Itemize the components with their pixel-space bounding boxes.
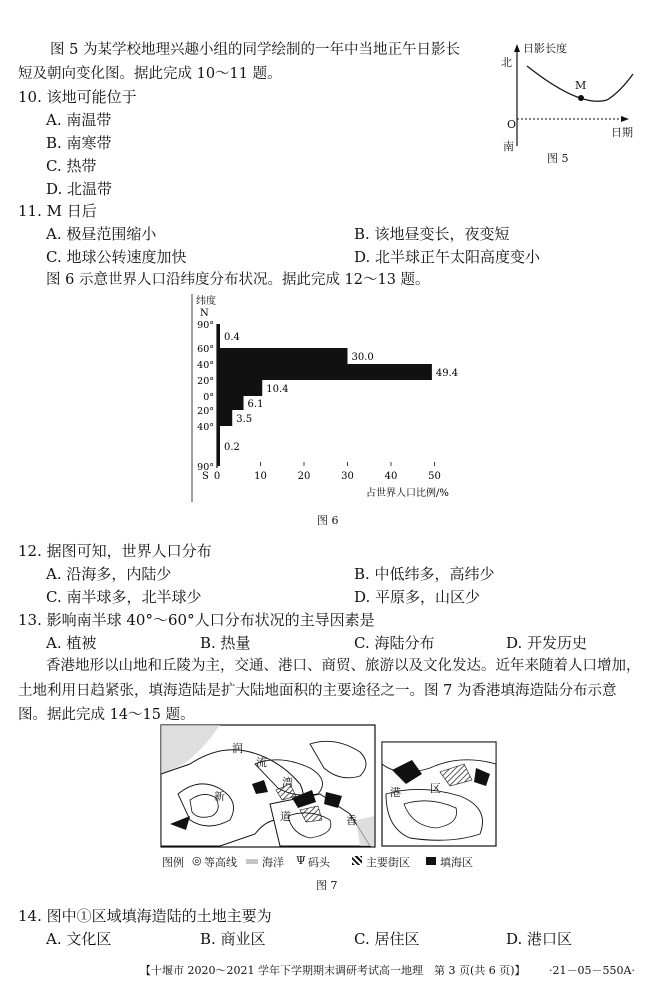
page-footer (140, 962, 635, 978)
y-tick-label: 60° (197, 344, 214, 355)
fig7-caption: 图 7 (316, 879, 338, 892)
q12-stem: 12. 据图可知，世界人口分布 (18, 542, 212, 560)
bar (217, 364, 432, 380)
fig5-north-label: 北 (501, 56, 512, 69)
bar-value-label: 3.5 (236, 414, 253, 425)
intro-5-line-2: 短及朝向变化图。据此完成 10～11 题。 (18, 66, 282, 82)
map-label-run: 润 (232, 742, 243, 755)
legend-ocean: 海洋 (262, 856, 284, 869)
x-axis-title: 占世界人口比例/% (366, 488, 449, 499)
bar (217, 324, 220, 348)
q14-option-c: C. 居住区 (354, 930, 420, 948)
map-label-liu: 流 (256, 756, 267, 769)
bar-value-label: 6.1 (247, 399, 264, 410)
figure-5 (495, 36, 640, 166)
map-label-wan: 湾 (282, 776, 293, 789)
figure-6 (180, 292, 480, 502)
q12-option-b: B. 中低纬多，高纬少 (354, 565, 495, 583)
reclaim-icon (426, 857, 436, 865)
q12-option-c: C. 南半球多，北半球少 (46, 588, 202, 606)
intro-7-line-1: 香港地形以山地和丘陵为主，交通、港口、商贸、旅游以及文化发达。近年来随着人口增加， (46, 658, 641, 674)
y-tick-label: 20° (197, 376, 214, 387)
fig5-caption: 图 5 (547, 152, 569, 165)
bar-value-label: 30.0 (351, 352, 374, 363)
street-icon (352, 856, 362, 865)
legend-reclaim: 填海区 (440, 856, 473, 869)
contour-icon: ◎ (192, 854, 202, 867)
bar-value-label: 10.4 (266, 384, 289, 395)
fig5-y-title: 日影长度 (523, 42, 567, 55)
bar-value-label: 49.4 (435, 368, 459, 379)
x-tick-label: 10 (254, 471, 267, 482)
q13-option-c: C. 海陆分布 (354, 634, 435, 652)
q13-option-b: B. 热量 (200, 634, 251, 652)
y-axis-south: S (202, 471, 209, 482)
intro-6: 图 6 示意世界人口沿纬度分布状况。据此完成 12～13 题。 (46, 272, 430, 288)
legend-contour: 等高线 (204, 856, 237, 869)
q14-option-d: D. 港口区 (506, 930, 573, 948)
bar (217, 410, 232, 426)
x-tick-label: 40 (384, 471, 398, 482)
bar (217, 396, 244, 410)
x-tick-label: 0 (213, 471, 221, 482)
x-tick-label: 50 (428, 471, 441, 482)
q11-option-a: A. 极昼范围缩小 (46, 225, 157, 243)
q11-option-d: D. 北半球正午太阳高度变小 (354, 248, 541, 266)
fig6-caption: 图 6 (317, 514, 339, 527)
y-axis-title: 纬度 (196, 296, 216, 307)
q11-option-b: B. 该地昼变长，夜变短 (354, 225, 510, 243)
fig5-m-label: M (575, 79, 587, 92)
map-label-gang: 港 (390, 786, 401, 799)
y-tick-label: 0° (203, 392, 214, 403)
bar (217, 348, 348, 364)
q10-option-b: B. 南寒带 (46, 134, 112, 152)
x-tick-label: 30 (341, 471, 354, 482)
q13-stem: 13. 影响南半球 40°～60°人口分布状况的主导因素是 (18, 611, 375, 629)
intro-7-line-3: 图。据此完成 14～15 题。 (18, 707, 195, 723)
map-label-xin: 新 (214, 790, 225, 803)
legend-pier: 码头 (308, 856, 330, 869)
q13-option-a: A. 植被 (46, 634, 97, 652)
figure-5-graph (495, 36, 640, 166)
q10-option-a: A. 南温带 (46, 111, 112, 129)
bar (217, 426, 220, 466)
map-label-qu: 区 (430, 782, 441, 795)
fig5-south-label: 南 (503, 140, 514, 153)
y-tick-label: 40° (197, 422, 214, 433)
q14-stem: 14. 图中①区域填海造陆的土地主要为 (18, 907, 272, 925)
bar (217, 380, 262, 396)
q14-option-b: B. 商业区 (200, 930, 266, 948)
population-latitude-chart (180, 292, 480, 502)
bar-value-label: 0.4 (224, 332, 240, 343)
y-tick-label: 90° (197, 462, 214, 473)
legend-title: 图例 (162, 856, 184, 869)
hong-kong-reclamation-map (160, 724, 500, 850)
pier-icon: Ψ (296, 854, 306, 867)
y-axis-north: N (200, 308, 209, 319)
y-tick-label: 90° (197, 320, 214, 331)
ocean-icon (246, 859, 258, 864)
q10-stem: 10. 该地可能位于 (18, 88, 137, 106)
figure-7 (160, 724, 500, 850)
footer-left: 【十堰市 2020～2021 学年下学期期末调研考试高一地理 第 3 页(共 6 页)】 (140, 964, 526, 977)
q10-option-c: C. 热带 (46, 157, 97, 175)
footer-right: ·21－05－550A· (549, 964, 635, 977)
x-tick-label: 20 (297, 471, 311, 482)
q13-option-d: D. 开发历史 (506, 634, 588, 652)
q11-stem: 11. M 日后 (18, 202, 97, 220)
map-label-xiang: 香 (346, 814, 357, 827)
fig5-x-title: 日期 (611, 126, 633, 139)
q12-option-a: A. 沿海多，内陆少 (46, 565, 172, 583)
map-label-dao: 道 (280, 810, 291, 823)
intro-7-line-2: 土地利用日趋紧张，填海造陆是扩大陆地面积的主要途径之一。图 7 为香港填海造陆分布示意 (18, 683, 617, 699)
q10-option-d: D. 北温带 (46, 180, 113, 198)
y-tick-label: 20° (197, 406, 214, 417)
figure-7-legend (162, 854, 502, 870)
fig5-origin-label: O (507, 118, 517, 131)
intro-5-line-1: 图 5 为某学校地理兴趣小组的同学绘制的一年中当地正午日影长 (50, 42, 460, 58)
q11-option-c: C. 地球公转速度加快 (46, 248, 187, 266)
legend-street: 主要街区 (366, 856, 410, 869)
q14-option-a: A. 文化区 (46, 930, 112, 948)
bar-value-label: 0.2 (224, 442, 240, 453)
q12-option-d: D. 平原多，山区少 (354, 588, 481, 606)
y-tick-label: 40° (197, 360, 214, 371)
point-m (578, 95, 584, 101)
